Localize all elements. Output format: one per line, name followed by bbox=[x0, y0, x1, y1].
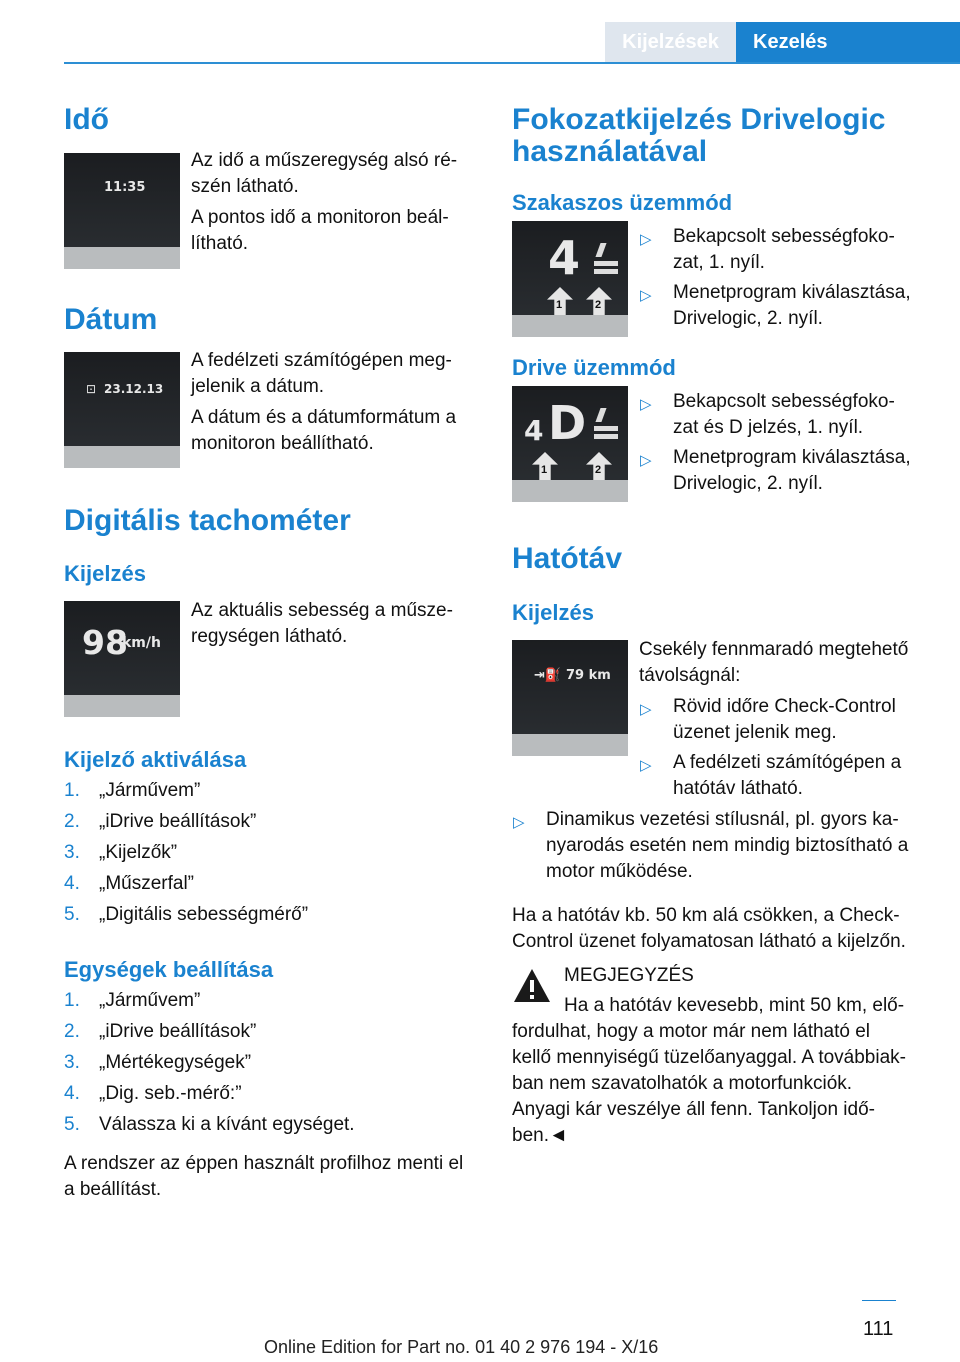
drive-bullet-2a: Menetprogram kiválasztása, bbox=[673, 447, 911, 468]
arrow-label-2: 2 bbox=[595, 464, 602, 476]
clock-display-image bbox=[64, 153, 180, 269]
step-text: „Műszerfal” bbox=[99, 873, 195, 894]
range-value: 79 km bbox=[566, 668, 611, 683]
gear-value: 4 bbox=[548, 231, 581, 285]
step-text: „Kijelzők” bbox=[99, 842, 178, 863]
range-display-image bbox=[512, 640, 628, 756]
warning-line-2: fordulhat, hogy a motor már nem látható el bbox=[512, 1021, 871, 1042]
hatotav-bullet-1a: Rövid időre Check-Control bbox=[673, 696, 896, 717]
step-number: 3. bbox=[64, 842, 80, 863]
subtitle-drive: Drive üzemmód bbox=[512, 355, 676, 380]
ido-text-2b: lítható. bbox=[191, 233, 249, 254]
hatotav-text-2b: Control üzenet folyamatosan látható a kijelzőn. bbox=[512, 931, 906, 952]
subtitle-kijelzo-aktivalasa: Kijelző aktiválása bbox=[64, 747, 247, 772]
datum-text-1b: jelenik a dátum. bbox=[191, 376, 325, 397]
speed-display-image bbox=[64, 601, 180, 717]
hatotav-bullet-2a: A fedélzeti számítógépen a bbox=[673, 752, 902, 773]
szak-bullet-1b: zat, 1. nyíl. bbox=[673, 252, 765, 273]
hatotav-text-1a: Csekély fennmaradó megtehető bbox=[639, 639, 909, 660]
hatotav-text-2a: Ha a hatótáv kb. 50 km alá csökken, a Check- bbox=[512, 905, 900, 926]
section-title-fokozat-2: használatával bbox=[512, 135, 708, 168]
arrow-label-1: 1 bbox=[541, 464, 548, 476]
subtitle-egysegek: Egységek beállítása bbox=[64, 957, 274, 982]
step-number: 1. bbox=[64, 780, 80, 801]
hatotav-bullet-3a: Dinamikus vezetési stílusnál, pl. gyors ka- bbox=[546, 809, 899, 830]
calendar-icon: ⊡ bbox=[86, 382, 97, 396]
section-title-fokozat-1: Fokozatkijelzés Drivelogic bbox=[512, 103, 886, 136]
speed-unit: km/h bbox=[122, 635, 161, 651]
warning-line-4: ban nem szavatolhatók a motorfunkciók. bbox=[512, 1073, 853, 1094]
hatotav-text-1b: távolságnál: bbox=[639, 665, 741, 686]
szak-bullet-2a: Menetprogram kiválasztása, bbox=[673, 282, 911, 303]
drivelogic-bar-icon bbox=[595, 408, 606, 422]
section-title-tacho: Digitális tachométer bbox=[64, 504, 351, 537]
warning-heading: MEGJEGYZÉS bbox=[564, 965, 694, 986]
step-text: „Digitális sebességmérő” bbox=[99, 904, 309, 925]
ido-text-1b: szén látható. bbox=[191, 176, 299, 197]
fuel-pump-icon: ⇥⛽ bbox=[534, 668, 562, 683]
step-text: „iDrive beállítások” bbox=[99, 811, 257, 832]
step-text: Válassza ki a kívánt egységet. bbox=[99, 1114, 355, 1135]
hatotav-bullet-2b: hatótáv látható. bbox=[673, 778, 803, 799]
bullet-icon: ▷ bbox=[640, 701, 652, 718]
hatotav-bullet-1b: üzenet jelenik meg. bbox=[673, 722, 837, 743]
section-title-datum: Dátum bbox=[64, 303, 158, 336]
arrow-label-2: 2 bbox=[595, 299, 602, 311]
gear-display-sequential-image bbox=[512, 221, 628, 337]
speed-value: 98 bbox=[82, 623, 128, 662]
warning-icon bbox=[512, 966, 552, 1006]
gear-value-drive: 4 bbox=[524, 414, 544, 447]
drivelogic-level-icon bbox=[594, 261, 618, 266]
warning-line-6: ben.◄ bbox=[512, 1125, 568, 1146]
tacho-text-1a: Az aktuális sebesség a műsze- bbox=[191, 600, 453, 621]
drive-bullet-1a: Bekapcsolt sebességfoko- bbox=[673, 391, 895, 412]
hatotav-bullet-3c: motor működése. bbox=[546, 861, 693, 882]
date-display-image bbox=[64, 352, 180, 468]
bullet-icon: ▷ bbox=[640, 396, 652, 413]
footer-edition: Online Edition for Part no. 01 40 2 976 194 - X/16 bbox=[264, 1337, 659, 1357]
drive-bullet-2b: Drivelogic, 2. nyíl. bbox=[673, 473, 823, 494]
bullet-icon: ▷ bbox=[640, 287, 652, 304]
step-text: „Járművem” bbox=[99, 990, 201, 1011]
step-text: „Dig. seb.-mérő:” bbox=[99, 1083, 242, 1104]
step-number: 3. bbox=[64, 1052, 80, 1073]
section-title-hatotav: Hatótáv bbox=[512, 542, 623, 575]
step-text: „iDrive beállítások” bbox=[99, 1021, 257, 1042]
hatotav-bullet-3b: nyarodás esetén nem mindig biztosítható a bbox=[546, 835, 909, 856]
step-number: 2. bbox=[64, 811, 80, 832]
warning-line-5: Anyagi kár veszélye áll fenn. Tankoljon idő- bbox=[512, 1099, 875, 1120]
bullet-icon: ▷ bbox=[640, 452, 652, 469]
datum-text-2a: A dátum és a dátumformátum a bbox=[191, 407, 457, 428]
datum-text-2b: monitoron beállítható. bbox=[191, 433, 374, 454]
ido-text-1a: Az idő a műszeregység alsó ré- bbox=[191, 150, 458, 171]
units-note-1: A rendszer az éppen használt profilhoz menti el bbox=[64, 1153, 464, 1174]
szak-bullet-1a: Bekapcsolt sebességfoko- bbox=[673, 226, 895, 247]
datum-text-1a: A fedélzeti számítógépen meg- bbox=[191, 350, 452, 371]
tacho-text-1b: regységen látható. bbox=[191, 626, 348, 647]
drivelogic-level-icon bbox=[594, 426, 618, 431]
bullet-icon: ▷ bbox=[513, 814, 525, 831]
date-value: 23.12.13 bbox=[104, 382, 164, 396]
step-number: 5. bbox=[64, 904, 80, 925]
step-number: 2. bbox=[64, 1021, 80, 1042]
drivelogic-level-icon bbox=[594, 434, 618, 439]
drive-mode-letter: D bbox=[548, 396, 587, 450]
subtitle-kijelzes-left: Kijelzés bbox=[64, 561, 146, 586]
drivelogic-level-icon bbox=[594, 269, 618, 274]
step-number: 4. bbox=[64, 1083, 80, 1104]
clock-value: 11:35 bbox=[104, 180, 146, 195]
page-number-rule bbox=[862, 1300, 896, 1301]
drivelogic-bar-icon bbox=[595, 243, 606, 257]
step-text: „Járművem” bbox=[99, 780, 201, 801]
step-number: 4. bbox=[64, 873, 80, 894]
units-note-2: a beállítást. bbox=[64, 1179, 162, 1200]
subtitle-kijelzes-right: Kijelzés bbox=[512, 600, 594, 625]
drive-bullet-1b: zat és D jelzés, 1. nyíl. bbox=[673, 417, 864, 438]
step-number: 1. bbox=[64, 990, 80, 1011]
step-text: „Mértékegységek” bbox=[99, 1052, 252, 1073]
tab-kijelzesek[interactable]: Kijelzések bbox=[605, 22, 736, 62]
section-title-ido: Idő bbox=[64, 103, 109, 136]
tab-kezeles[interactable]: Kezelés bbox=[736, 22, 960, 62]
arrow-label-1: 1 bbox=[556, 299, 563, 311]
page-number: 111 bbox=[863, 1318, 894, 1340]
warning-line-3: kellő mennyiségű tüzelőanyaggal. A továbbiak- bbox=[512, 1047, 906, 1068]
bullet-icon: ▷ bbox=[640, 757, 652, 774]
bullet-icon: ▷ bbox=[640, 231, 652, 248]
warning-line-1: Ha a hatótáv kevesebb, mint 50 km, elő- bbox=[564, 995, 905, 1016]
step-number: 5. bbox=[64, 1114, 80, 1135]
subtitle-szakaszos: Szakaszos üzemmód bbox=[512, 190, 733, 215]
gear-display-drive-image bbox=[512, 386, 628, 502]
ido-text-2a: A pontos idő a monitoron beál- bbox=[191, 207, 449, 228]
szak-bullet-2b: Drivelogic, 2. nyíl. bbox=[673, 308, 823, 329]
header-rule bbox=[64, 62, 960, 64]
